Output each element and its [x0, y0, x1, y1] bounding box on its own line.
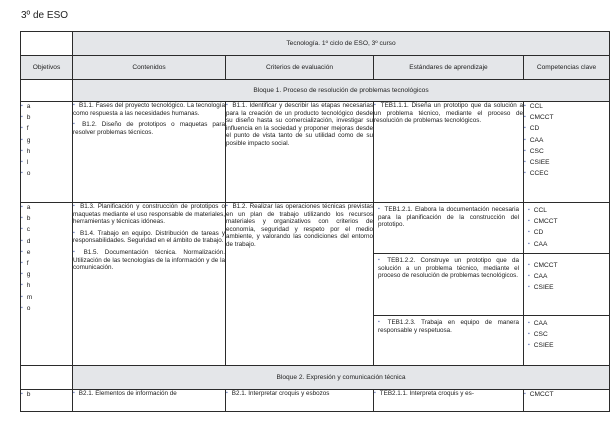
bullet-icon: ▪ — [528, 240, 530, 247]
list-item: ▪ CSIEE — [528, 342, 554, 350]
list-item: ▪ CAA — [528, 320, 548, 327]
bullet-icon: ▪ — [524, 391, 526, 397]
list-item: ▪ CSIEE — [528, 284, 554, 292]
bullet-icon: ▪ — [524, 158, 526, 165]
list-item: ▪ l — [21, 158, 29, 166]
bullet-icon: ▪ — [21, 114, 23, 121]
competencias-cell — [524, 390, 610, 412]
contenido-item: ▪ B1.5. Documentación técnica. Normalización. Utilización de las tecnologías de la información y de la comunicación. — [73, 248, 225, 272]
bullet-icon: ▪ — [528, 331, 530, 338]
estandar-item: ▪ TEB1.2.3. Trabaja en equipo de manera responsable y respetuosa. — [374, 315, 523, 337]
bullet-icon: ▪ — [21, 125, 23, 132]
bullet-icon: ▪ — [524, 136, 526, 143]
bullet-icon: ▪ — [378, 319, 384, 325]
bullet-icon: ▪ — [528, 342, 530, 349]
list-item: ▪ CAA — [524, 136, 544, 144]
bullet-icon: ▪ — [226, 102, 229, 108]
column-header-criterios: Criterios de evaluación — [226, 56, 374, 80]
column-header-objetivos: Objetivos — [21, 56, 73, 80]
list-item: ▪ b — [21, 114, 31, 122]
bullet-icon: ▪ — [21, 293, 23, 300]
bloque-2-title: Bloque 2. Expresión y comunicación técnica — [73, 366, 610, 390]
table-row — [21, 102, 610, 203]
list-item: ▪ CCEC — [524, 170, 549, 178]
column-header-competencias: Competencias clave — [524, 56, 610, 80]
estandar-cell — [374, 203, 524, 366]
list-item: ▪ CSIEE — [524, 158, 550, 166]
bullet-icon: ▪ — [524, 147, 526, 154]
bullet-icon: ▪ — [73, 203, 77, 209]
bullet-icon: ▪ — [21, 215, 23, 222]
list-item: ▪ b — [21, 391, 31, 398]
bullet-icon: ▪ — [524, 170, 526, 177]
bullet-icon: ▪ — [73, 390, 75, 396]
list-item: ▪ CSC — [528, 331, 548, 339]
competencias-cell — [524, 203, 610, 366]
estandar-cell: ▪ TEB2.1.1. Interpreta croquis y es- — [374, 390, 524, 412]
curriculum-table — [20, 31, 610, 412]
bullet-icon: ▪ — [21, 304, 23, 311]
list-item: ▪ CCL — [524, 103, 543, 110]
list-item: ▪ f — [21, 259, 29, 267]
objetivos-cell — [21, 203, 73, 366]
bullet-icon: ▪ — [226, 203, 229, 209]
bullet-icon: ▪ — [21, 158, 23, 165]
list-item: ▪ h — [21, 147, 31, 155]
bullet-icon: ▪ — [21, 170, 23, 177]
criterio-cell: ▪ B1.1. Identificar y describir las etapas necesarias para la creación de un producto tecnológico desde su diseño hasta su comercialización, investigar su influencia en la sociedad y proponer mejoras desde el punto de vista tanto de su utilidad como de su posible impacto social. — [226, 102, 374, 203]
list-item: ▪ CAA — [528, 240, 548, 248]
objetivos-cell — [21, 102, 76, 203]
bullet-icon: ▪ — [378, 257, 384, 263]
contenidos-cell: ▪ B2.1. Elementos de información de — [73, 390, 226, 412]
estandar-cell: ▪ TEB1.1.1. Diseña un prototipo que da solución a un problema técnico, mediante el proceso de resolución de problemas tecnológicos. — [374, 102, 524, 203]
list-item: ▪ d — [21, 237, 31, 245]
bullet-icon: ▪ — [528, 218, 530, 225]
bullet-icon: ▪ — [21, 282, 23, 289]
list-item: ▪ CMCCT — [528, 262, 558, 269]
criterio-cell: ▪ B1.2. Realizar las operaciones técnicas previstas en un plan de trabajo utilizando los recursos materiales y organizativos con criterios de economía, seguridad y respeto por el medio ambiente, y valorando las condiciones del entorno de trabajo. — [226, 203, 374, 366]
bullet-icon: ▪ — [528, 320, 530, 326]
list-item: ▪ o — [21, 304, 31, 312]
estandar-item: ▪ TEB1.2.2. Construye un prototipo que da solución a un problema técnico, mediante el proceso de resolución de problemas tecnológicos. — [374, 253, 523, 315]
column-header-contenidos: Contenidos — [73, 56, 226, 80]
bullet-icon: ▪ — [73, 248, 80, 255]
list-item: ▪ CCL — [528, 207, 547, 214]
bullet-icon: ▪ — [21, 103, 23, 109]
bullet-icon: ▪ — [226, 390, 228, 396]
bullet-icon: ▪ — [73, 121, 79, 128]
list-item: ▪ m — [21, 293, 33, 301]
bullet-icon: ▪ — [21, 391, 23, 397]
bullet-icon: ▪ — [21, 226, 23, 233]
bullet-icon: ▪ — [374, 102, 377, 108]
table-title: Tecnología. 1º ciclo de ESO, 3º curso — [73, 32, 610, 56]
contenido-item: ▪ B1.2. Diseño de prototipos o maquetas para resolver problemas técnicos. — [73, 121, 225, 136]
bullet-icon: ▪ — [73, 102, 76, 108]
bloque-1-title: Bloque 1. Proceso de resolución de problemas tecnológicos — [73, 80, 610, 102]
list-item: ▪ f — [21, 125, 29, 133]
contenido-item: ▪ B1.3. Planificación y construcción de prototipos o maquetas mediante el uso responsable de materiales, herramientas y técnicas idóneas. — [73, 203, 225, 226]
column-header-estandares: Estándares de aprendizaje — [374, 56, 524, 80]
table-row — [21, 203, 610, 366]
list-item: ▪ CMCCT — [524, 391, 554, 398]
contenidos-cell — [73, 203, 229, 366]
list-item: ▪ g — [21, 271, 31, 279]
bullet-icon: ▪ — [21, 147, 23, 154]
contenidos-cell — [73, 102, 229, 203]
bullet-icon: ▪ — [378, 206, 381, 212]
bullet-icon: ▪ — [528, 273, 530, 280]
list-item: ▪ c — [21, 226, 31, 234]
bullet-icon: ▪ — [524, 114, 526, 121]
estandar-item: ▪ TEB1.2.1. Elabora la documentación necesaria para la planificación de la construcción del prototipo. — [378, 206, 519, 229]
objetivos-cell — [21, 390, 73, 412]
bullet-icon: ▪ — [21, 204, 23, 210]
list-item: ▪ CD — [528, 229, 544, 237]
bullet-icon: ▪ — [21, 237, 23, 244]
list-item: ▪ CSC — [524, 147, 544, 155]
bullet-icon: ▪ — [528, 207, 530, 213]
bullet-icon: ▪ — [21, 136, 23, 143]
table-row — [21, 390, 610, 412]
list-item: ▪ a — [21, 103, 31, 110]
list-item: ▪ e — [21, 248, 31, 256]
bullet-icon: ▪ — [374, 390, 376, 396]
bullet-icon: ▪ — [21, 259, 23, 266]
bullet-icon: ▪ — [21, 248, 23, 255]
contenido-item: ▪ B1.1. Fases del proyecto tecnológico. La tecnología como respuesta a las necesidades humanas. — [73, 102, 225, 117]
page-heading: 3º de ESO — [21, 10, 69, 21]
bullet-icon: ▪ — [73, 229, 77, 236]
list-item: ▪ a — [21, 204, 31, 211]
list-item: ▪ o — [21, 170, 31, 178]
list-item: ▪ b — [21, 215, 31, 223]
bullet-icon: ▪ — [21, 271, 23, 278]
list-item: ▪ g — [21, 136, 31, 144]
list-item: ▪ h — [21, 282, 31, 290]
bullet-icon: ▪ — [524, 125, 526, 132]
bullet-icon: ▪ — [524, 103, 526, 109]
bullet-icon: ▪ — [528, 229, 530, 236]
list-item: ▪ CAA — [528, 273, 548, 281]
competencias-cell — [524, 102, 610, 203]
bullet-icon: ▪ — [528, 284, 530, 291]
list-item: ▪ CD — [524, 125, 540, 133]
list-item: ▪ CMCCT — [524, 114, 554, 122]
bullet-icon: ▪ — [528, 262, 530, 268]
contenido-item: ▪ B1.4. Trabajo en equipo. Distribución de tareas y responsabilidades. Seguridad en el ámbito de trabajo. — [73, 229, 225, 245]
list-item: ▪ CMCCT — [528, 218, 558, 226]
criterio-cell: ▪ B2.1. Interpretar croquis y esbozos — [226, 390, 374, 412]
